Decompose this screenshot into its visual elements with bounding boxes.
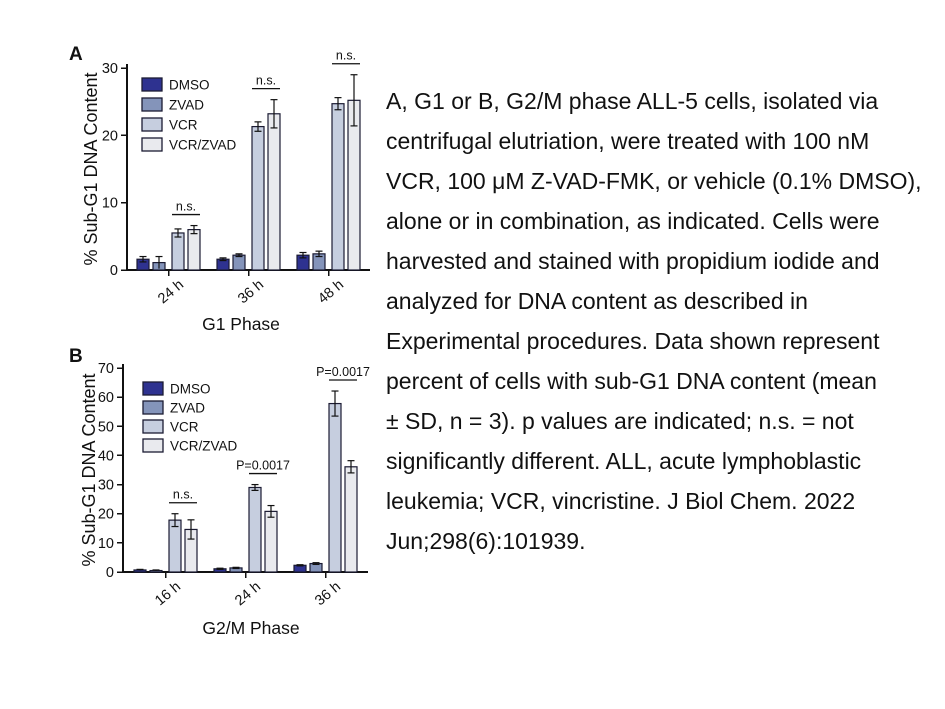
y-axis-title: % Sub-G1 DNA Content xyxy=(79,373,99,567)
y-tick-label: 20 xyxy=(97,506,114,523)
y-tick-label: 0 xyxy=(105,565,114,581)
bar-chart-A xyxy=(60,40,400,342)
legend-swatch-DMSO xyxy=(142,78,162,91)
y-tick-label: 10 xyxy=(101,195,118,212)
y-tick-label: 30 xyxy=(101,61,118,77)
y-axis-title: % Sub-G1 DNA Content xyxy=(81,72,101,266)
bar-VCR-24h xyxy=(249,487,261,572)
y-tick-label: 10 xyxy=(97,535,114,552)
y-tick-label: 30 xyxy=(97,477,114,494)
caption-line: harvested and stained with propidium iodide and xyxy=(386,248,880,274)
legend-label: ZVAD xyxy=(169,97,205,113)
bar-ZVAD-36h xyxy=(233,255,245,270)
x-tick-label: 24 h xyxy=(232,578,265,610)
bar-VCR-48h xyxy=(332,104,344,270)
legend-label: ZVAD xyxy=(170,400,206,416)
y-tick-label: 50 xyxy=(97,419,114,436)
bar-chart-B xyxy=(60,340,400,666)
y-tick-label: 0 xyxy=(109,263,118,279)
significance-label: n.s. xyxy=(255,73,277,88)
panel-a-label: A xyxy=(69,44,83,65)
x-tick-label: 24 h xyxy=(155,276,188,308)
caption-line: leukemia; VCR, vincristine. J Biol Chem. 2022 xyxy=(386,488,856,514)
legend-swatch-VCRZVAD xyxy=(143,439,163,452)
significance-label: n.s. xyxy=(335,48,357,63)
legend-label: VCR xyxy=(170,419,199,435)
x-axis-title: G1 Phase xyxy=(202,314,280,334)
bar-VCRZVAD-36h xyxy=(268,114,280,270)
legend-label: VCR xyxy=(169,117,198,133)
x-tick-label: 36 h xyxy=(312,578,345,610)
significance-label: n.s. xyxy=(172,487,194,502)
caption-line: Experimental procedures. Data shown represent xyxy=(386,328,880,354)
legend-label: DMSO xyxy=(169,77,210,93)
x-tick-label: 36 h xyxy=(235,276,268,308)
bar-VCRZVAD-36h xyxy=(345,467,357,572)
caption-line: ± SD, n = 3). p values are indicated; n.s. = not xyxy=(386,408,854,434)
x-axis-title: G2/M Phase xyxy=(202,618,300,638)
y-tick-label: 20 xyxy=(101,128,118,145)
panel-a-chart xyxy=(60,40,400,342)
significance-label: P=0.0017 xyxy=(236,458,290,473)
significance-label: P=0.0017 xyxy=(316,365,370,380)
panel-b-label: B xyxy=(69,346,83,367)
caption-line: percent of cells with sub-G1 DNA content (mean xyxy=(386,368,877,394)
caption-line: analyzed for DNA content as described in xyxy=(386,288,808,314)
caption-line: Jun;298(6):101939. xyxy=(386,528,586,554)
x-tick-label: 16 h xyxy=(152,578,185,610)
y-tick-label: 70 xyxy=(97,361,114,377)
bar-VCR-36h xyxy=(252,127,264,270)
legend-swatch-ZVAD xyxy=(143,401,163,414)
caption-line: A, G1 or B, G2/M phase ALL-5 cells, isolated via xyxy=(386,88,879,114)
bar-VCR-24h xyxy=(172,233,184,270)
y-tick-label: 40 xyxy=(97,448,114,465)
legend-swatch-VCRZVAD xyxy=(142,138,162,151)
caption-line: VCR, 100 μM Z-VAD-FMK, or vehicle (0.1% DMSO), xyxy=(386,168,922,194)
caption-line: alone or in combination, as indicated. Cells were xyxy=(386,208,880,234)
bar-VCRZVAD-24h xyxy=(188,230,200,270)
x-tick-label: 48 h xyxy=(315,276,348,308)
bar-VCR-36h xyxy=(329,404,341,572)
caption-line: significantly different. ALL, acute lymphoblastic xyxy=(386,448,862,474)
caption-line: centrifugal elutriation, were treated with 100 nM xyxy=(386,128,870,154)
figure-caption xyxy=(386,81,945,561)
significance-label: n.s. xyxy=(175,199,197,214)
legend-swatch-VCR xyxy=(143,420,163,433)
legend-label: VCR/ZVAD xyxy=(170,438,238,454)
legend-swatch-DMSO xyxy=(143,382,163,395)
legend-label: DMSO xyxy=(170,381,211,397)
panel-b-chart xyxy=(60,340,400,666)
legend-swatch-VCR xyxy=(142,118,162,131)
legend-label: VCR/ZVAD xyxy=(169,137,237,153)
bar-VCRZVAD-24h xyxy=(265,511,277,572)
bar-VCR-16h xyxy=(169,520,181,572)
legend-swatch-ZVAD xyxy=(142,98,162,111)
y-tick-label: 60 xyxy=(97,390,114,407)
